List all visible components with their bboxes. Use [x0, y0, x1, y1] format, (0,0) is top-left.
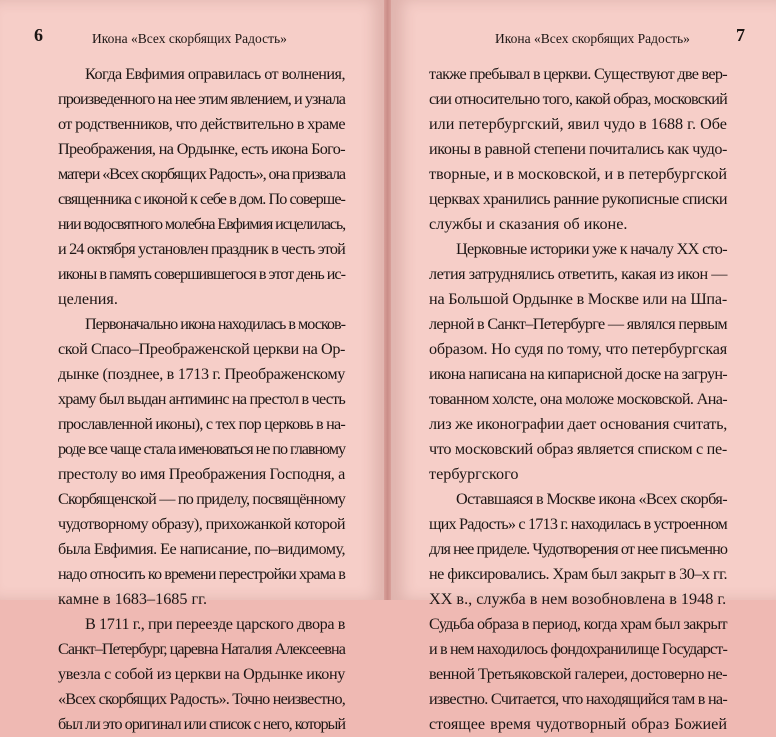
text-line: иконы в память совершившегося в этот день ис-: [58, 265, 345, 283]
text-line: XX в., служба в нем возобновлена в 1948 г.: [429, 590, 727, 608]
text-line: Первоначально икона находилась в москов-: [85, 315, 345, 333]
text-line: храму был выдан антиминс на престол в честь: [58, 390, 345, 408]
text-line: В 1711 г., при переезде царского двора в: [85, 615, 345, 633]
text-line: ской Спасо–Преображенской церкви на Ор-: [58, 340, 345, 358]
text-line: что московский образ является списком с пе-: [429, 440, 727, 458]
text-line: священника с иконой к себе в дом. По соверше-: [58, 190, 345, 208]
text-line: иконы в равной степени почитались как чудо-: [429, 140, 727, 158]
text-line: также пребывал в церкви. Существуют две вер-: [429, 65, 727, 83]
text-line: чудотворному образу), прихожанкой которой: [58, 515, 345, 533]
text-line: летия затруднялись ответить, какая из икон —: [429, 265, 727, 283]
text-line: и 24 октября установлен праздник в честь этой: [58, 240, 345, 258]
text-line: престолу во имя Преображения Господня, а: [58, 465, 345, 483]
text-line: церквах хранились ранние рукописные списки: [429, 190, 727, 208]
text-line: был ли это оригинал или список с него, который: [58, 715, 345, 733]
text-line: увезла с собой из церкви на Ордынке икону: [58, 665, 345, 683]
left-page: [0, 0, 384, 733]
text-line: стоящее время чудотворный образ Божией: [429, 715, 727, 733]
text-line: Скорбященской — по приделу, посвящённому: [58, 490, 345, 508]
text-line: камне в 1683–1685 гг.: [58, 590, 208, 608]
text-line: для нее приделе. Чудотворения от нее письменно: [429, 540, 727, 558]
text-line: не фиксировались. Храм был закрыт в 30–х гг.: [429, 565, 727, 583]
text-line: Преображения, на Ордынке, есть икона Бого-: [58, 140, 345, 158]
text-line: на Большой Ордынке в Москве или на Шпа-: [429, 290, 727, 308]
text-line: была Евфимия. Ее написание, по–видимому,: [58, 540, 345, 558]
text-line: тованном холсте, она моложе московской. Ана-: [429, 390, 727, 408]
text-line: венной Третьяковской галереи, достоверно не-: [429, 665, 727, 683]
body-text: [429, 62, 727, 737]
text-line: известно. Считается, что находящийся там в на-: [429, 690, 727, 708]
text-line: надо относить ко времени перестройки храма в: [58, 565, 345, 583]
text-line: произведенного на нее этим явлением, и узнала: [58, 90, 345, 108]
body-text: [58, 62, 345, 737]
text-line: тербургского: [429, 465, 519, 483]
text-line: Когда Евфимия оправилась от волнения,: [85, 65, 345, 83]
text-line: матери «Всех скорбящих Радость», она призвала: [58, 165, 345, 183]
text-line: Церковные историки уже к началу XX сто-: [456, 240, 727, 258]
text-line: сии относительно того, какой образ, московский: [429, 90, 727, 108]
text-line: образом. Но судя по тому, что петербургская: [429, 340, 727, 358]
text-line: службы и сказания об иконе.: [429, 215, 628, 233]
text-line: икона написана на кипарисной доске на загрун-: [429, 365, 727, 383]
text-line: или петербургский, явил чудо в 1688 г. Обе: [429, 115, 727, 133]
text-line: от родственников, что действительно в храме: [58, 115, 345, 133]
text-line: дынке (позднее, в 1713 г. Преображенскому: [58, 365, 345, 383]
text-line: роде все чаще стала именоваться не по главному: [58, 440, 345, 458]
text-line: лиз же иконографии дает основания считать,: [429, 415, 727, 433]
text-line: лерной в Санкт–Петербурге — являлся первым: [429, 315, 727, 333]
text-line: прославленной иконы), с тех пор церковь в на-: [58, 415, 345, 433]
running-head: Икона «Всех скорбящих Радость»: [495, 31, 690, 46]
text-line: творные, и в московской, и в петербургской: [429, 165, 727, 183]
text-line: целения.: [58, 290, 118, 308]
page-number: 6: [34, 25, 43, 45]
text-line: Санкт–Петербург, царевна Наталия Алексеевна: [58, 640, 345, 658]
book-gutter: [384, 0, 391, 600]
text-line: Судьба образа в период, когда храм был закрыт: [429, 615, 727, 633]
text-line: «Всех скорбящих Радость». Точно неизвестно,: [58, 690, 345, 708]
text-line: Оставшаяся в Москве икона «Всех скорбя-: [456, 490, 727, 508]
text-line: щих Радость» с 1713 г. находилась в устроенном: [429, 515, 727, 533]
right-page: [391, 0, 776, 733]
text-line: и в нем находилось фондохранилище Государст-: [429, 640, 727, 658]
page-number: 7: [736, 25, 745, 45]
text-line: нии водосвятного молебна Евфимия исцелилась,: [58, 215, 345, 233]
running-head: Икона «Всех скорбящих Радость»: [92, 31, 287, 46]
